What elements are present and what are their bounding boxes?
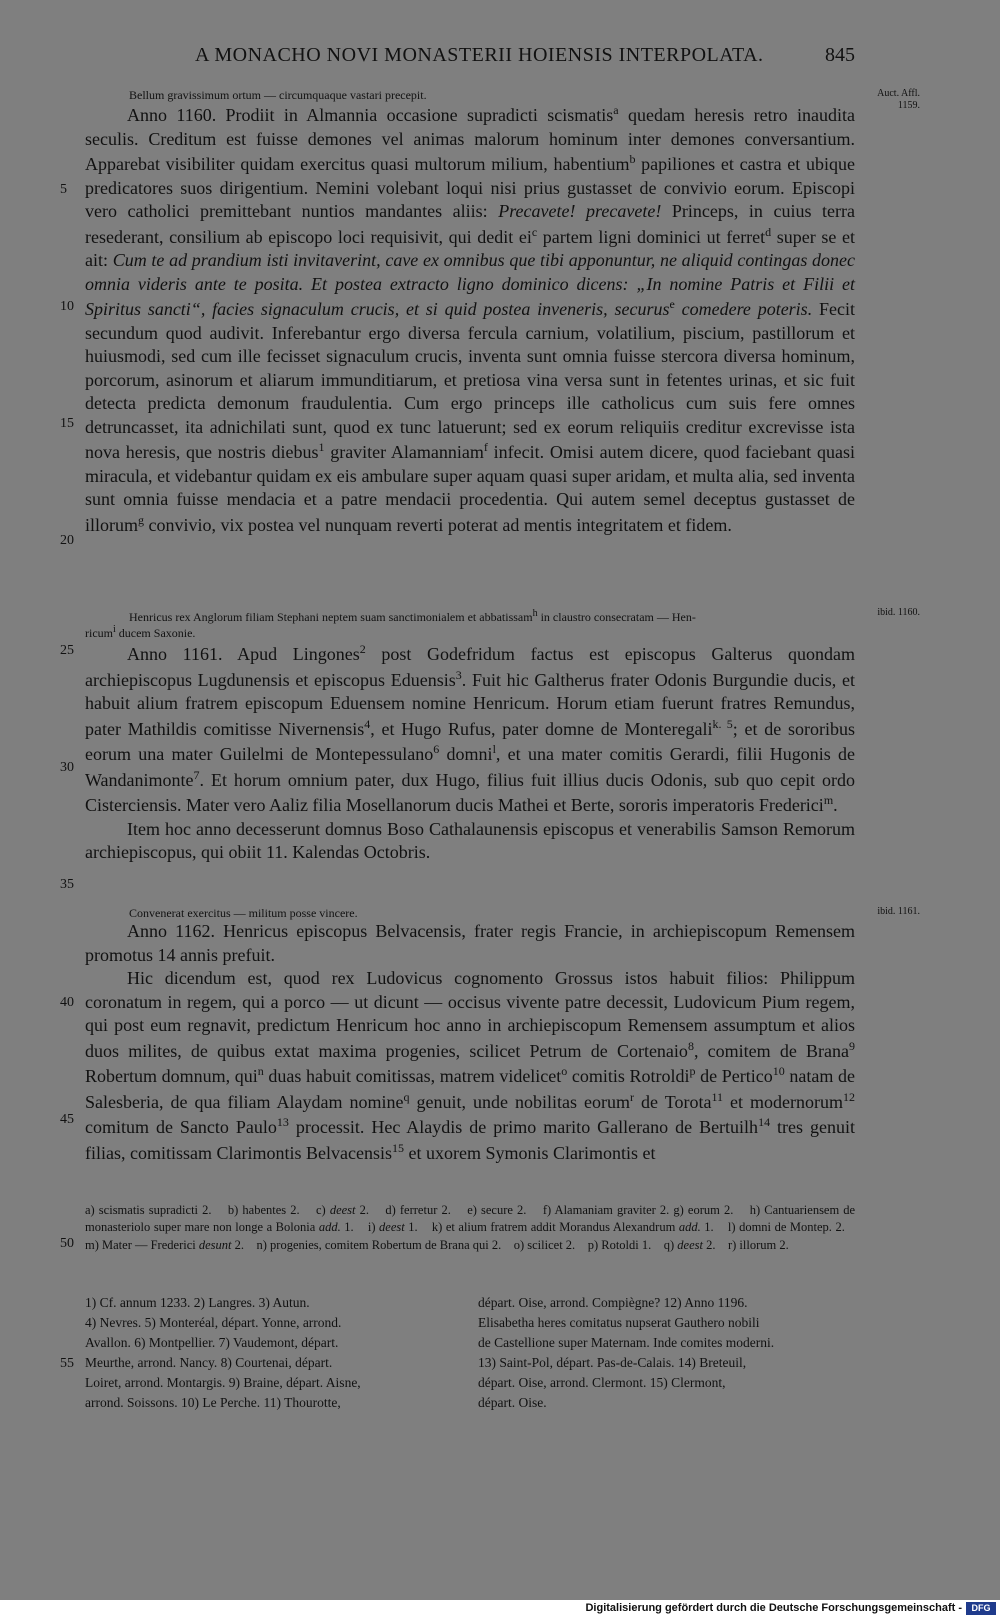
note-marker: c (531, 224, 538, 239)
marginal-ref: ibid. 1161. (877, 906, 920, 917)
entry-1162 (85, 920, 855, 1165)
note-marker: d (765, 224, 772, 239)
notes-column-right: départ. Oise, arrond. Compiègne? 12) Anno 1196. Elisabetha heres comitatus nupserat Gauthero nobili de Castellione super Maternam. Inde comites moderni. 13) Saint-Pol, départ. Pas-de-Calais. 14) Breteuil, départ. Oise, arrond. Clermont. 15) Clermont, départ. Oise. (478, 1295, 775, 1410)
line-number: 40 (60, 995, 74, 1010)
footer-text: Digitalisierung gefördert durch die Deutsche Forschungsgemeinschaft - (585, 1602, 962, 1614)
notes-column-left: 1) Cf. annum 1233. 2) Langres. 3) Autun. 4) Nevres. 5) Monteréal, départ. Yonne, arrond. Avallon. 6) Montpellier. 7) Vaudemont, départ. Meurthe, arrond. Nancy. 8) Courtenai, départ. Loiret, arrond. Montargis. 9) Braine, départ. Aisne, arrond. Soissons. 10) Le Perche. 11) Thourotte, (85, 1295, 361, 1410)
note-marker: g (138, 512, 144, 527)
line-number: 45 (60, 1112, 74, 1127)
paragraph: Anno 1161. Apud Lingones$^2$ post Godefridum factus est episcopus Galterus quondam archiepiscopus Lugdunensis et episcopus Eduensis$^3$. Fuit hic Galtherus frater Odonis Burgundie ducis, et habuit alium fratrem episcopum Eduensem nomine Henricum. Horum etiam fuerunt fratres Remundus, pater Mathildis comitisse Nivernensis$^4$, et Hugo Rufus, pater domne de Monteregali$^{k. 5}$; et de sororibus eorum una mater Guilelmi de Montepessulano$^6$ domni$^l$, et una mater comitis Gerardi, filii Hugonis de Wandanimonte$^7$. Et horum omnium pater, dux Hugo, filius fuit illius ducis Odonis, sub quo cepit ordo Cisterciensis. Mater vero Aaliz filia Mosellanorum ducis Mathei et Berte, sororis imperatoris Frederici$^m$. (85, 642, 856, 815)
chapter-abstract-continued: ricum$^i$ ducem Saxonie. (85, 624, 196, 640)
page-number: 845 (825, 44, 855, 66)
marginal-ref (877, 88, 920, 112)
paragraph: Anno 1162. Henricus episcopus Belvacensis, frater regis Francie, in archiepiscopum Remensem promotus 14 annis prefuit. (85, 921, 855, 965)
line-number: 30 (60, 760, 74, 775)
marginal-ref-year: 1159. (897, 100, 920, 111)
line-number: 25 (60, 643, 74, 658)
note-marker: a (613, 103, 619, 117)
note-marker: 1 (318, 440, 325, 454)
line-number: 10 (60, 299, 74, 314)
entry-1160 (85, 102, 855, 537)
paragraph: Hic dicendum est, quod rex Ludovicus cognomento Grossus istos habuit filios: Philippum coronatum in regem, qui a porco — ut dicunt — occisus vivente patre decessit, Ludovicum Pium regem, qui post eum regnavit, predictum Henricum hoc anno in archiepiscopum Remensem assumptum et alios duos milites, de quibus extat maxima progenies, scilicet Petrum de Cortenaio$^8$, comitem de Brana$^9$ Robertum domnum, qui$^n$ duas habuit comitissas, matrem videlicet$^o$ comitis Rotroldi$^p$ de Pertico$^{10}$ natam de Salesberia, de qua filiam Alaydam nomine$^q$ genuit, unde nobilitas eorum$^r$ de Torota$^{11}$ et modernorum$^{12}$ comitum de Sancto Paulo$^{13}$ processit. Hec Alaydis de primo marito Gallerano de Bertuilh$^{14}$ tres genuit filias, comitissam Clarimontis Belvacensis$^{15}$ et uxorem Symonis Clarimontis et (85, 968, 856, 1163)
chapter-abstract: Bellum gravissimum ortum — circumquaque vastari precepit. (129, 88, 427, 102)
dfg-logo: DFG (966, 1602, 996, 1615)
apparatus-notes: a) scismatis supradicti 2. b) habentes 2. c) deest 2. d) ferretur 2. e) secure 2. f) Alamaniam graviter 2. g) eorum 2. h) Cantuariensem de monasteriolo super mare non longe a Bolonia add. 1. i) deest 1. k) et alium fratrem addit Morandus Alexandrum add. 1. l) domni de Montep. 2. m) Mater — Frederici desunt 2. n) progenies, comitem Robertum de Brana qui 2. o) scilicet 2. p) Rotoldi 1. q) deest 2. r) illorum 2. (85, 1203, 856, 1252)
textual-apparatus (85, 1202, 855, 1254)
line-number: 55 (60, 1356, 74, 1371)
digitization-footer (0, 1600, 1000, 1618)
note-marker: f (483, 440, 488, 454)
line-number: 20 (60, 533, 74, 548)
note-marker: b (629, 152, 636, 166)
paragraph: Item hoc anno decesserunt domnus Boso Cathalaunensis episcopus et venerabilis Samson Remorum archiepiscopus, qui obiit 11. Kalendas Octobris. (85, 818, 855, 862)
running-header (85, 44, 855, 70)
marginal-ref: ibid. 1160. (877, 607, 920, 618)
line-number: 50 (60, 1236, 74, 1251)
line-number: 35 (60, 877, 74, 892)
marginal-ref-source: Auct. Affl. (877, 88, 920, 99)
entry-1161 (85, 641, 855, 865)
chapter-abstract: Henricus rex Anglorum filiam Stephani neptem suam sanctimonialem et abbatissam$^h$ in claustro consecratam — Hen- (129, 608, 696, 624)
chapter-abstract: Convenerat exercitus — militum posse vincere. (129, 906, 358, 920)
line-number: 15 (60, 416, 74, 431)
paragraph: Anno 1160. Prodiit in Almannia occasione supradicti scismatis$^a$ quedam heresis retro inaudita seculis. Creditum est fuisse demones vel animas malorum hominum inter demones conversantium. Apparebat visibiliter quidam exercitus quasi multorum milium, habentium$^b$ papiliones et castra et ubique predicatores suos dirigentium. Nemini volebant loqui nisi prius gustasset de convivio eorum. Episcopi vero catholici premittebant nuntios mandantes aliis: Precavete! precavete! Princeps, in cuius terra resederant, consilium ab episcopo loci requisivit, qui dedit $ei^c$ partem ligni dominici ut ferret$^d$ super se et ait: Cum te ad prandium isti invitaverint, cave ex omnibus que tibi apponuntur, ne aliquid contingas donec omnia videris ante te posita. Et postea extracto ligno dominico dicens: „In nomine Patris et Filii et Spiritus sancti“, facies signaculum crucis, et si quid postea inveneris, securus$^e$ comedere poteris. Fecit secundum quod audivit. Inferebantur ergo diversa fercula carnium, volatilium, piscium, pastillorum et huiusmodi, sed cum ille fecisset signaculum crucis, inventa sunt omnia fuisse stercora diversa hominum, porcorum, asinorum et aliarum immunditiarum, et pretiosa vina versa sunt in fetentes urinas, et sic fuit detecta predicta demonum fraudulentia. Cum ergo princeps ille catholicus cum suis fere omnes detruncasset, ita adnichilati sunt, quod ex tunc latuerunt; sed ex eorum reliquiis creditur excrevisse ista nova heresis, que nostris diebus$^1$ graviter Alamanniam$^f$ infecit. Omisi autem dicere, quod faciebant quasi miracula, et videbantur quidam ex eis ambulare super aquam quasi super aridam, et multa alia, sed inventa sunt omnia fuisse mendacia et a patre mendacii procedentia. Qui autem semel deceptus gustasset de illorum$^g$ convivio, vix postea vel nunquam reverti poterat ad mentis integritatem et fidem. (85, 103, 856, 535)
note-marker: e (669, 297, 675, 311)
running-title: A MONACHO NOVI MONASTERII HOIENSIS INTERPOLATA. (195, 44, 764, 66)
line-number: 5 (60, 182, 67, 197)
